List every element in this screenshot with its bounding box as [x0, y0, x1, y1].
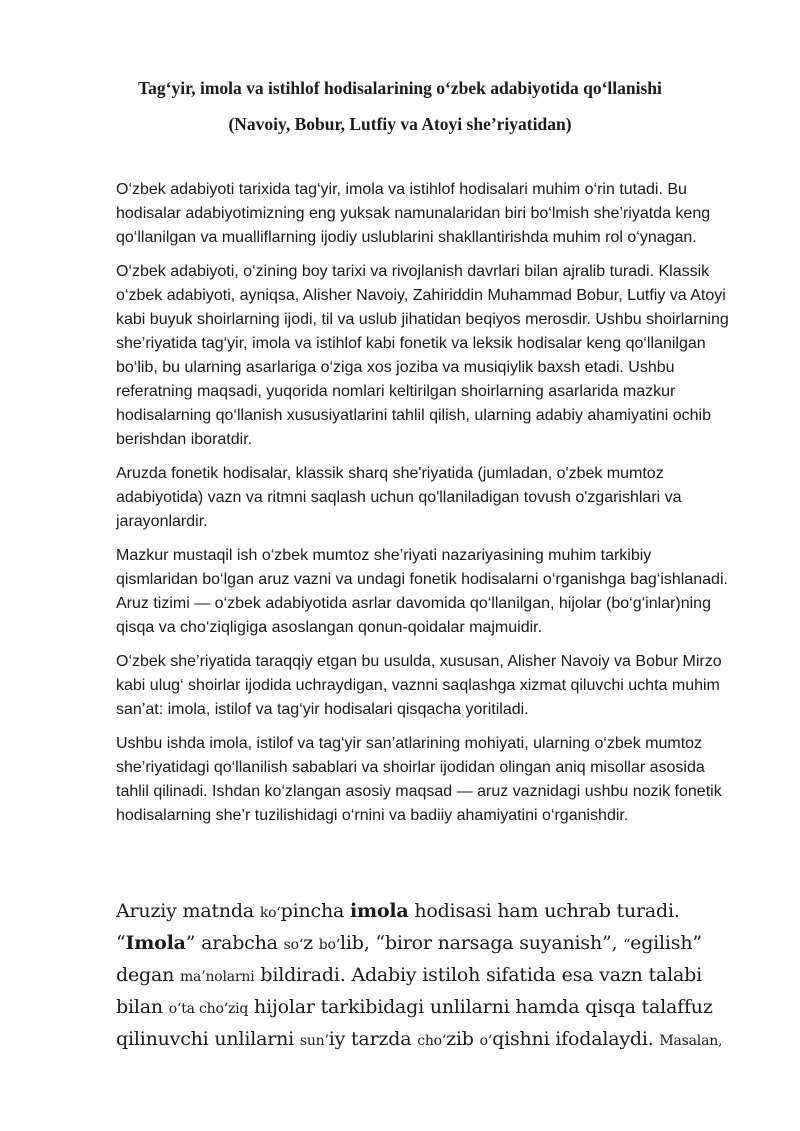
document-body: [116, 178, 736, 838]
text-run: qilinuvchi unlilarni: [116, 1028, 300, 1050]
paragraph: Aruzda fonetik hodisalar, klassik sharq she'riyatida (jumladan, o'zbek mumtoz adabiyotida) vazn va ritmni saqlash uchun qo'llaniladigan tovush o'zgarishlari va jarayonlardir.: [116, 465, 682, 530]
paragraph: O‘zbek adabiyoti, o‘zining boy tarixi va rivojlanish davrlari bilan ajralib turadi. Klassik o‘zbek adabiyoti, ayniqsa, Alisher Navoiy, Zahiriddin Muhammad Bobur, Lutfiy va Atoyi kabi buyuk shoirlarning ijodi, til va uslub jihatidan beqiyos merosdir. Ushbu shoirlarning she’riyatida tag‘yir, imola va istihlof kabi fonetik va leksik hodisalar keng qo‘llanilgan bo‘lib, bu ularning asarlariga o‘ziga xos joziba va musiqiylik baxsh etadi. Ushbu referatning maqsadi, yuqorida nomlari keltirilgan shoirlarning asarlarida mazkur hodisalarning qo‘llanish xususiyatlarini tahlil qilish, ularning adabiy ahamiyatini ochib berishdan iboratdir.: [116, 263, 729, 448]
text-run: lib, “biror narsaga suyanish”,: [340, 932, 624, 954]
text-run: z: [303, 932, 319, 954]
document-title: Tag‘yir, imola va istihlof hodisalarining o‘zbek adabiyotida qo‘llanishi: [138, 78, 662, 98]
text-run: ko‘: [259, 905, 281, 921]
text-run: hijolar tarkibidagi unlilarni hamda qisqa talaffuz: [248, 996, 713, 1018]
text-run: ma’nolarni: [179, 969, 255, 985]
text-run: sun’: [299, 1033, 329, 1049]
text-run: iy tarzda: [328, 1028, 418, 1050]
paragraph: O‘zbek adabiyoti tarixida tag‘yir, imola va istihlof hodisalari muhim o‘rin tutadi. Bu hodisalar adabiyotimizning eng yuksak namunalaridan biri bo‘lmish she’riyatda keng qo‘llanilgan va mualliflarning ijodiy uslublarini shakllantirishda muhim rol o‘ynagan.: [116, 181, 711, 246]
term-imola: imola: [349, 900, 409, 922]
paragraph: Mazkur mustaqil ish o‘zbek mumtoz she’riyati nazariyasining muhim tarkibiy qismlaridan bo‘lgan aruz vazni va undagi fonetik hodisalarni o‘rganishga bag‘ishlanadi. Aruz tizimi — o‘zbek adabiyotida asrlar davomida qo‘llanilgan, hijolar (bo‘g‘inlar)ning qisqa va cho‘ziqligiga asoslangan qonun-qoidalar majmuidir.: [116, 547, 728, 636]
text-run: o‘: [479, 1033, 493, 1049]
text-run: zib: [446, 1028, 480, 1050]
text-run: hodisasi ham uchrab turadi.: [408, 900, 680, 922]
paragraph: Ushbu ishda imola, istilof va tag‘yir san’atlarining mohiyati, ularning o‘zbek mumtoz she’riyatidagi qo‘llanilish sabablari va shoirlar ijodidan olingan aniq misollar asosida tahlil qilinadi. Ishdan ko‘zlangan asosiy maqsad — aruz vaznidagi ushbu nozik fonetik hodisalarning she’r tuzilishidagi o‘rnini va badiiy ahamiyatini o‘rganishdir.: [116, 735, 722, 824]
text-run: Aruziy matnda: [116, 900, 260, 922]
text-run: qishni ifodalaydi.: [492, 1028, 660, 1050]
text-run: egilish”: [630, 932, 702, 954]
term-imola: Imola: [125, 932, 186, 954]
text-run: pincha: [280, 900, 350, 922]
text-run: cho‘: [417, 1033, 447, 1049]
paragraph: O‘zbek she’riyatida taraqqiy etgan bu usulda, xususan, Alisher Navoiy va Bobur Mirzo kabi ulug‘ shoirlar ijodida uchraydigan, vaznni saqlashga xizmat qiluvchi uchta muhim san’at: imola, istilof va tag‘yir hodisalari qisqacha yoritiladi.: [116, 653, 722, 718]
text-run: bo‘: [318, 937, 340, 953]
text-run: o‘ta cho‘ziq: [168, 1001, 249, 1017]
text-run: bildiradi. Adabiy istiloh sifatida esa vazn talabi: [254, 964, 702, 986]
text-run: ” arabcha: [185, 932, 284, 954]
text-run: bilan: [116, 996, 169, 1018]
imola-definition-paragraph: [116, 896, 756, 1056]
text-run: so‘: [283, 937, 304, 953]
text-run: “: [116, 932, 126, 954]
text-run: “: [623, 937, 631, 953]
text-run: degan: [116, 964, 180, 986]
text-run: Masalan,: [659, 1033, 723, 1049]
document-subtitle: (Navoiy, Bobur, Lutfiy va Atoyi she’riyatidan): [228, 114, 572, 134]
